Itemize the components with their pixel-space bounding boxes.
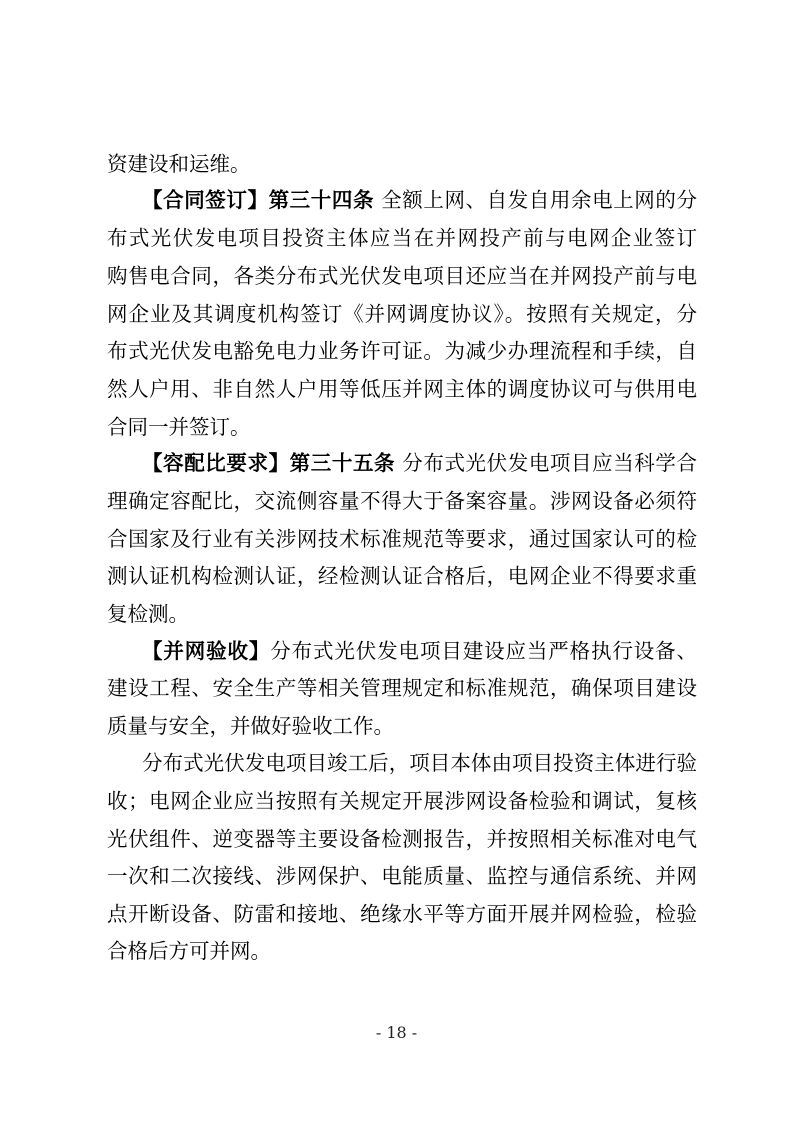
body-text: 点开断设备、防雷和接地、绝缘水平等方面开展并网检验，检验 — [107, 902, 697, 926]
body-text: 全额上网、自发自用余电上网的分 — [381, 188, 697, 212]
body-text: 测认证机构检测认证，经检测认证合格后，电网企业不得要求重 — [107, 564, 697, 588]
body-text: 合同一并签订。 — [107, 415, 251, 439]
body-text: 分布式光伏发电项目建设应当严格执行设备、 — [270, 639, 697, 663]
body-line-19 — [107, 820, 697, 858]
body-text: 分布式光伏发电项目竣工后，项目本体由项目投资主体进行验 — [142, 751, 697, 775]
grid-acceptance-heading-line — [142, 632, 697, 670]
body-line-22 — [107, 932, 697, 970]
body-text: 光伏组件、逆变器等主要设备检测报告，并按照相关标准对电气 — [107, 827, 697, 851]
body-line-13 — [107, 595, 697, 633]
body-line-15 — [107, 669, 697, 707]
body-text: 布式光伏发电豁免电力业务许可证。为减少办理流程和手续，自 — [107, 339, 697, 363]
article-34-heading: 【合同签订】第三十四条 — [142, 188, 375, 212]
body-line-5 — [107, 295, 697, 333]
body-text: 收；电网企业应当按照有关规定开展涉网设备检验和调试，复核 — [107, 789, 697, 813]
body-text: 资建设和运维。 — [107, 152, 251, 176]
body-text: 复检测。 — [107, 602, 189, 626]
body-line-10 — [107, 482, 697, 520]
body-text: 合国家及行业有关涉网技术标准规范等要求，通过国家认可的检 — [107, 527, 697, 551]
body-line-20 — [107, 857, 697, 895]
body-line-12 — [107, 557, 697, 595]
article-35-heading: 【容配比要求】第三十五条 — [142, 451, 396, 475]
body-line-11 — [107, 520, 697, 558]
page-number: - 18 - — [375, 1023, 418, 1042]
article-35-heading-line — [142, 444, 697, 482]
body-text: 购售电合同，各类分布式光伏发电项目还应当在并网投产前与电 — [107, 264, 697, 288]
body-text: 分布式光伏发电项目应当科学合 — [402, 451, 697, 475]
body-line-18 — [107, 782, 697, 820]
grid-acceptance-heading: 【并网验收】 — [142, 639, 271, 663]
body-line-7 — [107, 370, 697, 408]
body-text: 合格后方可并网。 — [107, 939, 271, 963]
body-text: 网企业及其调度机构签订《并网调度协议》。按照有关规定，分 — [107, 302, 697, 326]
body-text: 然人户用、非自然人户用等低压并网主体的调度协议可与供用电 — [107, 377, 697, 401]
body-line-16 — [107, 707, 697, 745]
body-text: 理确定容配比，交流侧容量不得大于备案容量。涉网设备必须符 — [107, 489, 697, 513]
article-34-heading-line — [142, 181, 697, 219]
body-line-21 — [107, 895, 697, 933]
body-line-8 — [107, 408, 697, 446]
body-line-6 — [107, 332, 697, 370]
body-line-1 — [107, 145, 697, 183]
body-line-17 — [142, 744, 697, 782]
body-line-3 — [107, 219, 697, 257]
body-text: 一次和二次接线、涉网保护、电能质量、监控与通信系统、并网 — [107, 864, 697, 888]
body-text: 布式光伏发电项目投资主体应当在并网投产前与电网企业签订 — [107, 226, 697, 250]
body-line-4 — [107, 257, 697, 295]
body-text: 建设工程、安全生产等相关管理规定和标准规范，确保项目建设 — [107, 676, 697, 700]
body-text: 质量与安全，并做好验收工作。 — [107, 714, 394, 738]
